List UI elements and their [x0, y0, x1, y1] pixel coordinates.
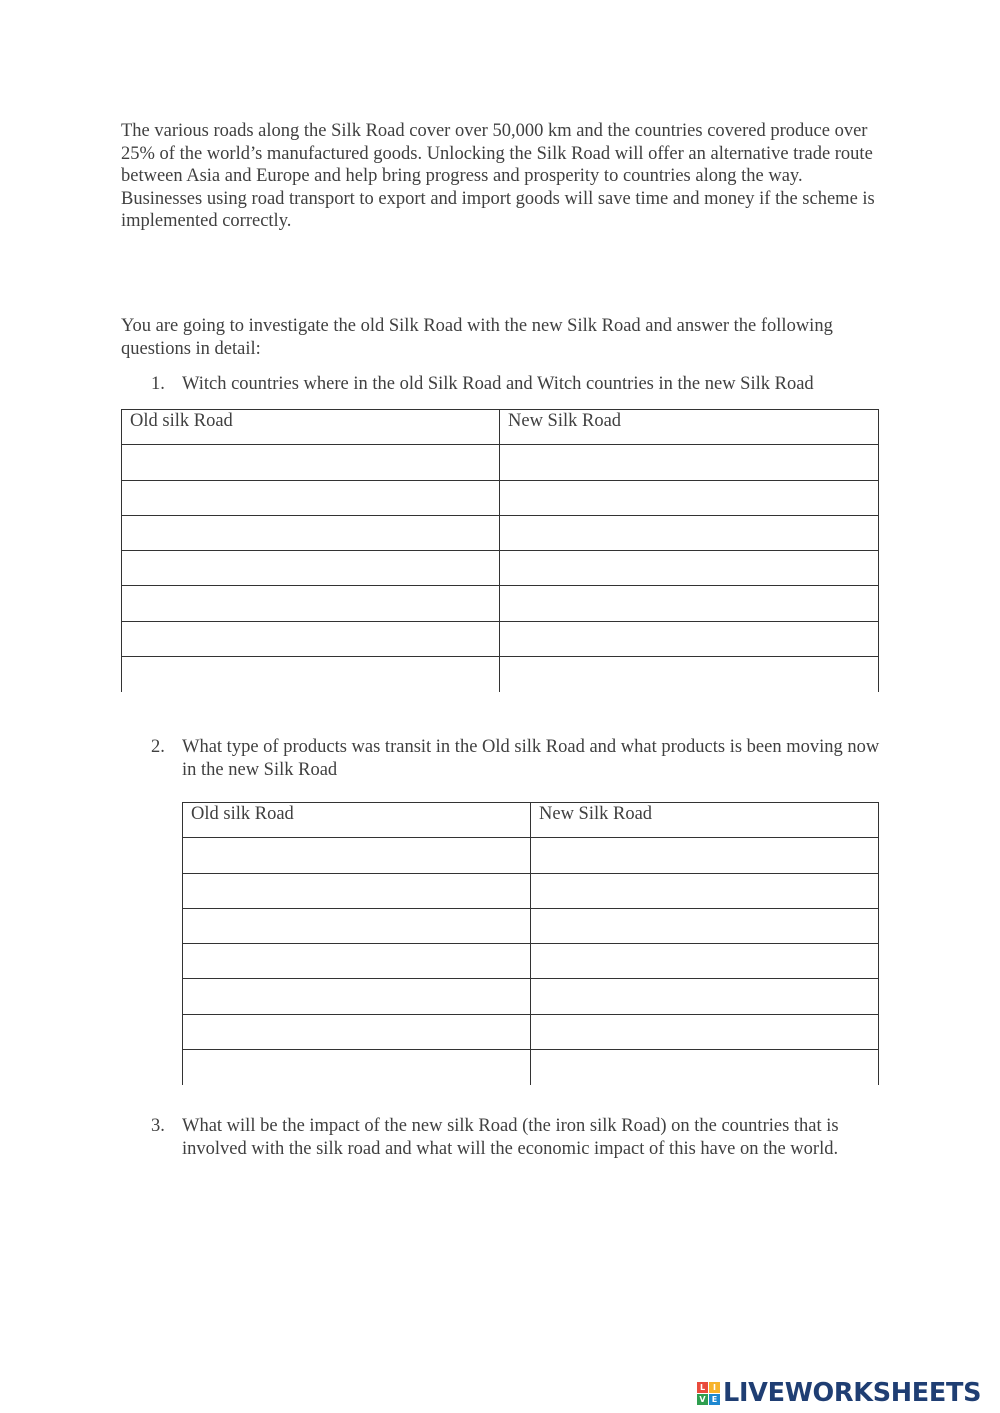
- old-silk-road-answer-cell[interactable]: [183, 1050, 531, 1085]
- products-table: [182, 802, 879, 1085]
- header-new-silk-road: New Silk Road: [531, 803, 879, 838]
- brand-name: LIVEWORKSHEETS: [723, 1378, 982, 1408]
- liveworksheets-logo: [697, 1378, 981, 1408]
- logo-tile: I: [709, 1382, 720, 1393]
- table-row: [183, 944, 879, 979]
- intro-paragraph: The various roads along the Silk Road cover over 50,000 km and the countries covered produce over 25% of the world’s manufactured goods. Unlocking the Silk Road will offer an alternative trade route between Asia and Europe and help bring progress and prosperity to countries along the way. Businesses using road transport to export and import goods will save time and money if the scheme is implemented correctly.: [121, 121, 875, 231]
- question-number: 1.: [151, 374, 165, 394]
- old-silk-road-answer-cell[interactable]: [122, 445, 500, 480]
- table-row: [183, 908, 879, 943]
- table-row: [122, 515, 879, 550]
- table-row: [122, 445, 879, 480]
- table-row: [122, 480, 879, 515]
- table-header-row: [122, 410, 879, 445]
- old-silk-road-answer-cell[interactable]: [183, 1014, 531, 1049]
- question-text: Witch countries where in the old Silk Road and Witch countries in the new Silk Road: [182, 374, 814, 394]
- new-silk-road-answer-cell[interactable]: [531, 838, 879, 873]
- old-silk-road-answer-cell[interactable]: [183, 873, 531, 908]
- old-silk-road-answer-cell[interactable]: [183, 908, 531, 943]
- old-silk-road-answer-cell[interactable]: [183, 979, 531, 1014]
- table-row: [183, 979, 879, 1014]
- old-silk-road-answer-cell[interactable]: [122, 515, 500, 550]
- old-silk-road-answer-cell[interactable]: [122, 657, 500, 692]
- new-silk-road-answer-cell[interactable]: [531, 979, 879, 1014]
- old-silk-road-answer-cell[interactable]: [122, 551, 500, 586]
- logo-tile: E: [709, 1394, 720, 1405]
- countries-table: [121, 409, 879, 692]
- new-silk-road-answer-cell[interactable]: [531, 873, 879, 908]
- old-silk-road-answer-cell[interactable]: [122, 480, 500, 515]
- table-row: [183, 838, 879, 873]
- table-row: [122, 657, 879, 692]
- question-text: What type of products was transit in the Old silk Road and what products is been moving now in the new Silk Road: [182, 737, 880, 780]
- new-silk-road-answer-cell[interactable]: [500, 480, 879, 515]
- new-silk-road-answer-cell[interactable]: [500, 445, 879, 480]
- table-row: [122, 586, 879, 621]
- question-text: What will be the impact of the new silk Road (the iron silk Road) on the countries that is involved with the silk road and what will the economic impact of this have on the world.: [182, 1116, 839, 1159]
- new-silk-road-answer-cell[interactable]: [500, 657, 879, 692]
- new-silk-road-answer-cell[interactable]: [531, 1014, 879, 1049]
- logo-tile: L: [697, 1382, 708, 1393]
- table-row: [183, 1014, 879, 1049]
- table-row: [122, 551, 879, 586]
- new-silk-road-answer-cell[interactable]: [531, 1050, 879, 1085]
- new-silk-road-answer-cell[interactable]: [531, 944, 879, 979]
- question-number: 2.: [151, 737, 165, 757]
- table-header-row: [183, 803, 879, 838]
- new-silk-road-answer-cell[interactable]: [500, 621, 879, 656]
- table-row: [183, 873, 879, 908]
- new-silk-road-answer-cell[interactable]: [531, 908, 879, 943]
- task-instructions: You are going to investigate the old Silk Road with the new Silk Road and answer the following questions in detail:: [121, 316, 833, 359]
- liveworksheets-icon: [697, 1382, 720, 1405]
- new-silk-road-answer-cell[interactable]: [500, 515, 879, 550]
- old-silk-road-answer-cell[interactable]: [183, 838, 531, 873]
- table-row: [183, 1050, 879, 1085]
- header-old-silk-road: Old silk Road: [122, 410, 500, 445]
- table-row: [122, 621, 879, 656]
- header-new-silk-road: New Silk Road: [500, 410, 879, 445]
- header-old-silk-road: Old silk Road: [183, 803, 531, 838]
- old-silk-road-answer-cell[interactable]: [122, 621, 500, 656]
- old-silk-road-answer-cell[interactable]: [122, 586, 500, 621]
- old-silk-road-answer-cell[interactable]: [183, 944, 531, 979]
- question-number: 3.: [151, 1116, 165, 1136]
- new-silk-road-answer-cell[interactable]: [500, 586, 879, 621]
- logo-tile: V: [697, 1394, 708, 1405]
- new-silk-road-answer-cell[interactable]: [500, 551, 879, 586]
